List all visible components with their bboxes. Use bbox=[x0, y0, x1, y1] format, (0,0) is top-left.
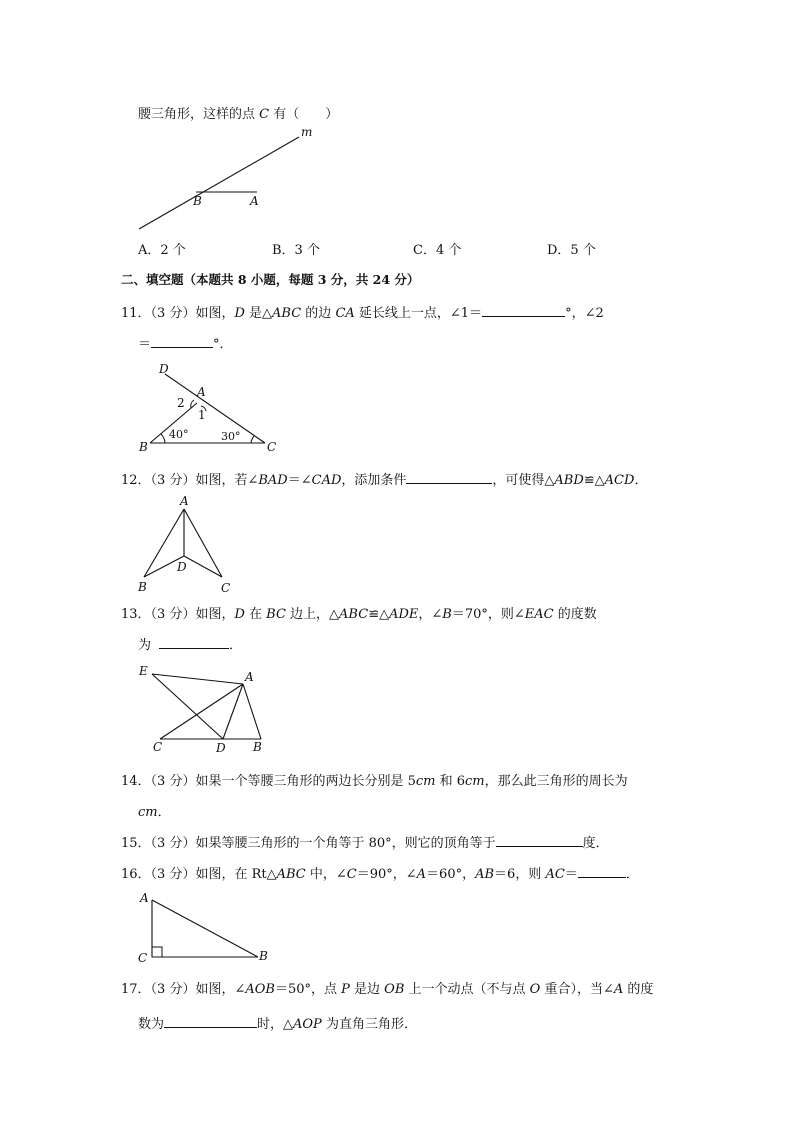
q13-label-d: D bbox=[216, 741, 226, 755]
q12-label-d: D bbox=[177, 560, 187, 574]
q13-label-b: B bbox=[253, 740, 262, 754]
q11-label-a: A bbox=[197, 385, 206, 399]
q12-label-a: A bbox=[180, 494, 189, 508]
q10-label-a: A bbox=[250, 194, 259, 208]
q10-option-d: D．5 个 bbox=[547, 243, 596, 258]
q11-label-d: D bbox=[159, 362, 169, 376]
right-angle-mark bbox=[152, 947, 162, 957]
q10-option-a: A．2 个 bbox=[138, 243, 186, 258]
q16-label-a: A bbox=[140, 891, 149, 905]
segment-a-b bbox=[152, 900, 258, 957]
q15-text: 15．（3 分）如果等腰三角形的一个角等于 80°，则它的顶角等于 度． bbox=[121, 836, 609, 851]
q11-label-1: 1 bbox=[198, 408, 206, 422]
q11-label-2: 2 bbox=[177, 396, 185, 410]
section-title: 二、填空题（本题共 8 小题，每题 3 分，共 24 分） bbox=[121, 272, 420, 287]
q16-label-c: C bbox=[138, 951, 148, 965]
q11-label-b: B bbox=[139, 440, 148, 454]
q10-text: 腰三角形，这样的点 C 有（ ） bbox=[138, 107, 339, 122]
q13-label-e: E bbox=[139, 664, 148, 678]
q17-blank[interactable] bbox=[164, 1015, 257, 1028]
q16-text: 16．（3 分）如图，在 Rt△ABC 中，∠C＝90°，∠A＝60°，AB＝6，则 AC＝ ． bbox=[121, 867, 639, 882]
q16-label-b: B bbox=[259, 949, 268, 963]
q12-text: 12．（3 分）如图，若∠BAD＝∠CAD，添加条件 ，可使得△ABD≌△ACD． bbox=[121, 473, 648, 488]
q11-angle-b: 40° bbox=[169, 428, 189, 441]
q11-label-c: C bbox=[267, 440, 277, 454]
q10-option-b: B．3 个 bbox=[272, 243, 320, 258]
q11-angle-c: 30° bbox=[221, 430, 241, 443]
q13-text: 13．（3 分）如图，D 在 BC 边上，△ABC≌△ADE，∠B＝70°，则∠EAC 的度数 bbox=[121, 607, 597, 622]
q14-text-line2: cm． bbox=[138, 805, 171, 820]
q12-label-b: B bbox=[138, 580, 147, 594]
q11-text: 11．（3 分）如图，D 是△ABC 的边 CA 延长线上一点，∠1＝ °，∠2 bbox=[121, 306, 604, 321]
q10-label-b: B bbox=[193, 194, 202, 208]
q10-label-m: m bbox=[301, 125, 313, 139]
q17-text-line2: 数为 时，△AOP 为直角三角形． bbox=[138, 1017, 417, 1032]
q13-label-c: C bbox=[153, 740, 163, 754]
q17-text: 17．（3 分）如图，∠AOB＝50°，点 P 是边 OB 上一个动点（不与点 O 重合），当∠A 的度 bbox=[121, 982, 654, 997]
q13-text-line2: 为 ． bbox=[138, 638, 243, 653]
q14-text: 14．（3 分）如果一个等腰三角形的两边长分别是 5cm 和 6cm，那么此三角形的周长为 bbox=[121, 774, 628, 789]
q10-option-c: C．4 个 bbox=[413, 243, 462, 258]
q13-label-a: A bbox=[245, 670, 254, 684]
q11-text-line2: ＝ °． bbox=[138, 337, 233, 352]
q12-label-c: C bbox=[221, 581, 231, 595]
